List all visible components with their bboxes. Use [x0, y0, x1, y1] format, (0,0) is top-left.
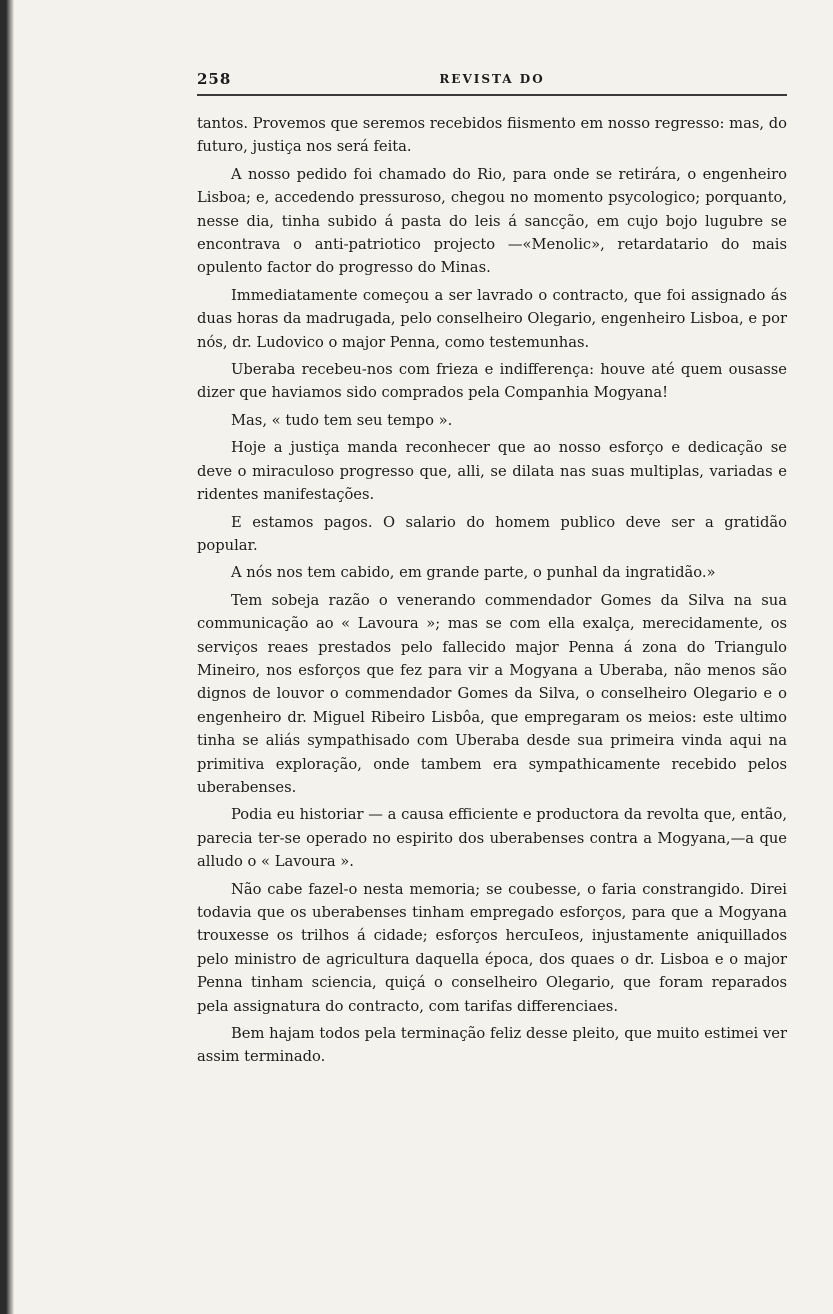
page-header — [197, 60, 787, 96]
paragraph: A nós nos tem cabido, em grande parte, o punhal da ingratidão.» — [231, 564, 716, 582]
paragraph: Immediatamente começou a ser lavrado o contracto, que foi assignado ás duas horas da madrugada, pelo conselheiro Olegario, engenheiro Lisboa, e por nós, dr. Ludovico o major Penna, como testemunhas. — [197, 286, 787, 351]
paragraph: A nosso pedido foi chamado do Rio, para onde se retirára, o engenheiro Lisboa; e, accedendo pressuroso, chegou no momento psycologico; porquanto, nesse dia, tinha subido á pasta do leis á sancção, em cujo bojo lugubre se encontrava o anti-patriotico projecto —«Menolic», retardatario do mais opulento factor do progresso do Minas. — [197, 165, 787, 277]
paragraph: Podia eu historiar — a causa efficiente e productora da revolta que, então, parecia ter-se operado no espirito dos uberabenses contra a Mogyana,—a que alludo o « Lavoura ». — [197, 806, 787, 871]
book-page — [197, 60, 787, 1073]
book-binding-edge — [0, 0, 14, 1314]
paragraph: Mas, « tudo tem seu tempo ». — [231, 411, 453, 429]
running-title: REVISTA DO — [439, 72, 545, 86]
paragraph: E estamos pagos. O salario do homem publico deve ser a gratidão popular. — [197, 513, 787, 554]
page-number: 258 — [197, 70, 232, 88]
paragraph: Hoje a justiça manda reconhecer que ao nosso esforço e dedicação se deve o miraculoso progresso que, alli, se dilata nas suas multiplas, variadas e ridentes manifestações. — [197, 439, 787, 504]
paragraph: Não cabe fazel-o nesta memoria; se coubesse, o faria constrangido. Direi todavia que os uberabenses tinham empregado esforços, para que a Mogyana trouxesse os trilhos á cidade; esforços hercuIeos, injustamente aniquillados pelo ministro de agricultura daquella época, dos quaes o dr. Lisboa e o major Penna tinham sciencia, quiçá o conselheiro Olegario, que foram reparados pela assignatura do contracto, com tarifas differenciaes. — [197, 880, 787, 1015]
paragraph: Uberaba recebeu-nos com frieza e indifferença: houve até quem ousasse dizer que haviamos sido comprados pela Companhia Mogyana! — [197, 361, 787, 402]
paragraph: tantos. Provemos que seremos recebidos fiismento em nosso regresso: mas, do futuro, justiça nos será feita. — [197, 115, 787, 156]
paragraph: Bem hajam todos pela terminação feliz desse pleito, que muito estimei ver assim terminado. — [197, 1025, 787, 1066]
body-text — [197, 112, 787, 1069]
paragraph: Tem sobeja razão o venerando commendador Gomes da Silva na sua communicação ao « Lavoura »; mas se com ella exalça, merecidamente, os serviços reaes prestados pelo fallecido major Penna á zona do Triangulo Mineiro, nos esforços que fez para vir a Mogyana a Uberaba, não menos são dignos de louvor o commendador Gomes da Silva, o conselheiro Olegario e o engenheiro dr. Miguel Ribeiro Lisbôa, que empregaram os meios: este ultimo tinha se aliás sympathisado com Uberaba desde sua primeira vinda aqui na primitiva exploração, onde tambem era sympathicamente recebido pelos uberabenses. — [197, 591, 787, 796]
